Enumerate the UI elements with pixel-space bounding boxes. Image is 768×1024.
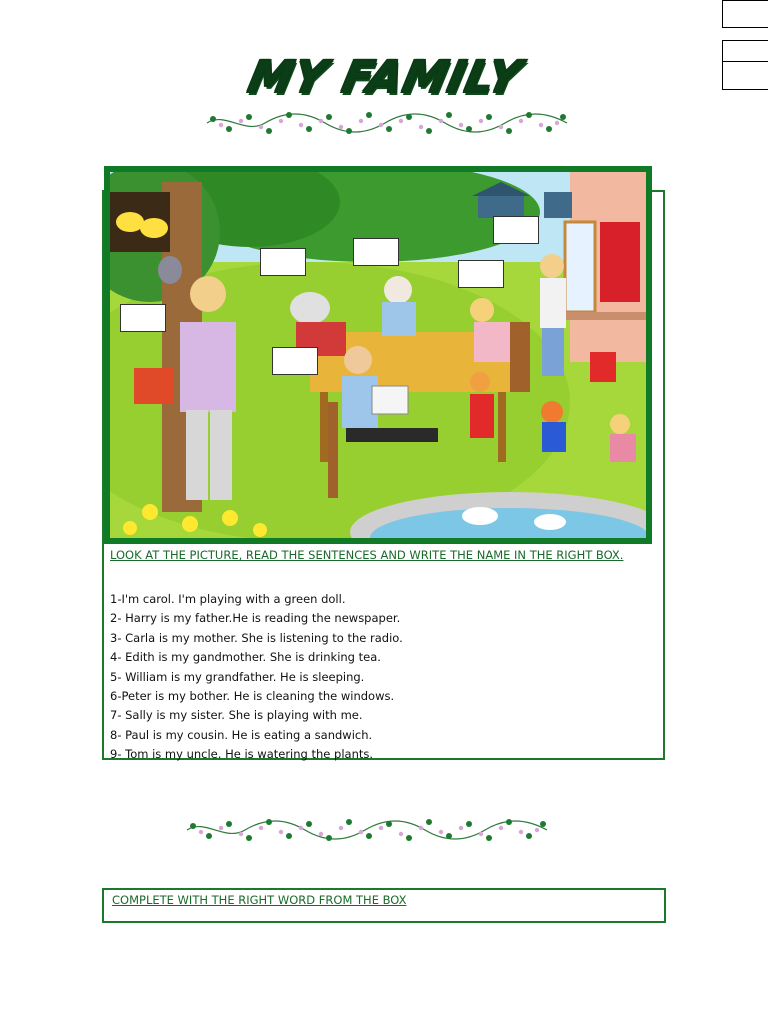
sentence-item: 6-Peter is my bother. He is cleaning the windows.	[110, 689, 395, 704]
answer-box-top-right-2[interactable]	[722, 40, 768, 62]
instructions-text: LOOK AT THE PICTURE, READ THE SENTENCES AND WRITE THE NAME IN THE RIGHT BOX.	[110, 548, 624, 562]
name-box-6[interactable]	[272, 347, 318, 375]
family-garden-picture	[104, 166, 652, 544]
answer-box-top-right-3[interactable]	[722, 61, 768, 90]
vine-divider-bottom	[185, 812, 550, 846]
complete-word-box	[102, 888, 666, 923]
sentence-list	[110, 590, 650, 765]
name-box-4[interactable]	[458, 260, 504, 288]
sentence-item: 5- William is my grandfather. He is sleeping.	[110, 669, 365, 684]
name-box-2[interactable]	[353, 238, 399, 266]
sentence-item: 2- Harry is my father.He is reading the newspaper.	[110, 611, 401, 626]
answer-box-top-right-1[interactable]	[722, 0, 768, 28]
sentence-item: 8- Paul is my cousin. He is eating a sandwich.	[110, 727, 373, 742]
sentence-item: 7- Sally is my sister. She is playing with me.	[110, 708, 363, 723]
sentence-item: 4- Edith is my gandmother. She is drinking tea.	[110, 650, 381, 665]
sentence-item: 1-I'm carol. I'm playing with a green doll.	[110, 592, 346, 606]
sentence-item: 9- Tom is my uncle. He is watering the plants.	[110, 747, 374, 762]
sentence-item: 3- Carla is my mother. She is listening to the radio.	[110, 630, 403, 645]
family-garden-scene-icon	[110, 172, 646, 538]
page-title: MY FAMILY	[145, 52, 626, 103]
name-box-5[interactable]	[120, 304, 166, 332]
name-box-1[interactable]	[260, 248, 306, 276]
name-box-3[interactable]	[493, 216, 539, 244]
complete-instructions: COMPLETE WITH THE RIGHT WORD FROM THE BOX	[112, 893, 407, 907]
vine-divider-top	[205, 105, 570, 139]
